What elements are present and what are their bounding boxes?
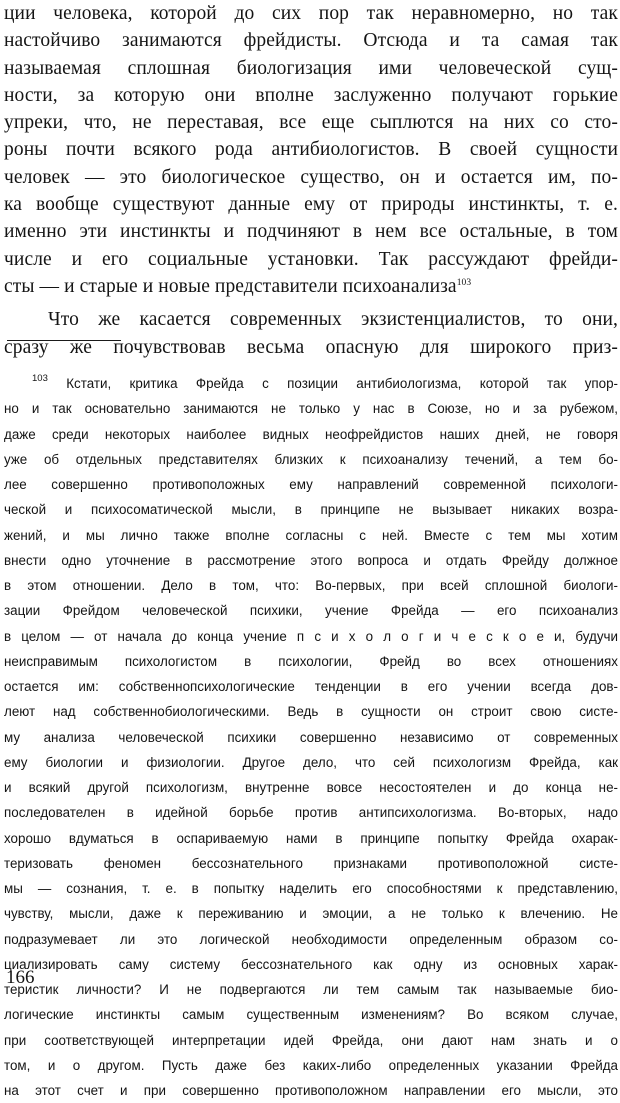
footnote-line: в целом — от начала до конца учение п с и х о л о г и ч е с к о е и, будучи: [4, 628, 618, 644]
footnote-line: циализировать саму систему бессознательного как одну из основных харак-: [4, 956, 618, 972]
footnote-separator: [7, 340, 121, 341]
footnote-line: теристик личности? И не подвергаются ли тем самым так называемые био-: [4, 982, 618, 997]
main-line-text: сты — и старые и новые представители психоанализа: [4, 275, 457, 297]
main-line: ности, за которую они вполне заслуженно получают горькие: [4, 84, 618, 106]
main-line-with-footnote-ref: [4, 273, 618, 300]
footnote-line: в этом отношении. Дело в том, что: Во-первых, при всей сплошной биологи-: [4, 578, 618, 593]
page-number: 166: [6, 967, 35, 988]
main-line: роны почти всякого рода антибиологистов. В своей сущности: [4, 139, 618, 161]
main-text: [4, 0, 618, 361]
footnote-line: внести одно уточнение в рассмотрение этого вопроса и отдать Фрейду должное: [4, 552, 618, 568]
main-line: ка вообще существуют данные ему от природы инстинкты, т. е.: [4, 194, 618, 216]
footnote-line: леют над собственнобиологическими. Ведь в сущности он строит свою систе-: [4, 704, 618, 720]
footnote-line: ческой и психосоматической мысли, в принципе не вызывает никаких возра-: [4, 502, 618, 518]
footnote-line: и всякий другой психологизм, внутренне вовсе несостоятелен и до конца не-: [4, 780, 618, 795]
footnote-line: но и так основательно занимаются не только у нас в Союзе, но и за рубежом,: [4, 401, 618, 417]
footnote-line: том, и о другом. Пусть даже без каких-либо определенных указании Фрейда: [4, 1057, 618, 1073]
footnote-line-text: Кстати, критика Фрейда с позиции антибиологизма, которой так упор-: [66, 376, 618, 391]
footnote-line: теризовать феномен бессознательного признаками противоположной систе-: [4, 855, 618, 871]
footnote-reference: 103: [456, 277, 472, 288]
footnote-line: последователен в идейной борьбе против антипсихологизма. Во-вторых, надо: [4, 805, 618, 821]
footnote-line: лее совершенно противоположных ему направлений современной психологи-: [4, 477, 618, 492]
footnote-line: зации Фрейдом человеческой психики, учение Фрейда — его психоанализ: [4, 603, 618, 619]
main-line: именно эти инстинкты и подчиняют в нем все остальные, в том: [4, 221, 618, 243]
footnote-line: ему биологии и физиологии. Другое дело, что сей психологизм Фрейда, как: [4, 754, 618, 770]
footnote-line: логические инстинкты самым существенным изменениям? Во всяком случае,: [4, 1007, 618, 1023]
footnote-line: чувству, мысли, даже к переживанию и эмоции, а не только к влечению. Не: [4, 906, 618, 922]
footnote-line: неисправимым психологистом в психологии, Фрейд во всех отношениях: [4, 653, 618, 669]
main-line: упреки, что, не переставая, все еще сыплются на них со сто-: [4, 112, 618, 134]
main-line: Что же касается современных экзистенциалистов, то они,: [48, 309, 618, 331]
footnote-line: жений, и мы лично также вполне согласны с ней. Вместе с тем мы хотим: [4, 527, 618, 543]
footnote-line: при соответствующей интерпретации идей Фрейда, они дают нам знать и о: [4, 1032, 618, 1048]
footnote-number: 103: [32, 373, 48, 384]
footnote-first-line: [4, 371, 618, 396]
book-page: [4, 0, 618, 1098]
footnote-line: мы — сознания, т. е. в попытку наделить его способностями к представлению,: [4, 881, 618, 896]
footnote: [4, 371, 618, 1103]
footnote-line: му анализа человеческой психики совершенно независимо от современных: [4, 729, 618, 745]
main-line: ции человека, которой до сих пор так неравномерно, но так: [4, 3, 618, 24]
footnote-line: даже среди некоторых наиболее видных неофрейдистов наших дней, не говоря: [4, 426, 618, 442]
main-line: настойчиво занимаются фрейдисты. Отсюда и та самая так: [4, 30, 618, 52]
footnote-line: остается им: собственнопсихологические тенденции в его учении всегда дов-: [4, 679, 618, 694]
footnote-line: подразумевает ли это логической необходимости определенным образом со-: [4, 931, 618, 947]
main-line: числе и его социальные установки. Так рассуждают фрейди-: [4, 248, 618, 270]
main-line: называемая сплошная биологизация ими человеческой сущ-: [4, 57, 618, 79]
footnote-line: уже об отдельных представителях близких к психоанализу течений, а тем бо-: [4, 451, 618, 467]
main-line: сразу же почувствовав весьма опасную для широкого приз-: [4, 336, 618, 358]
footnote-line: на этот счет и при совершенно противоположном направлении его мысли, это: [4, 1083, 618, 1098]
footnote-line: хорошо вдуматься в оспариваемую нами в принципе попытку Фрейда охарак-: [4, 830, 618, 846]
main-line: человек — это биологическое существо, он и остается им, по-: [4, 166, 618, 188]
